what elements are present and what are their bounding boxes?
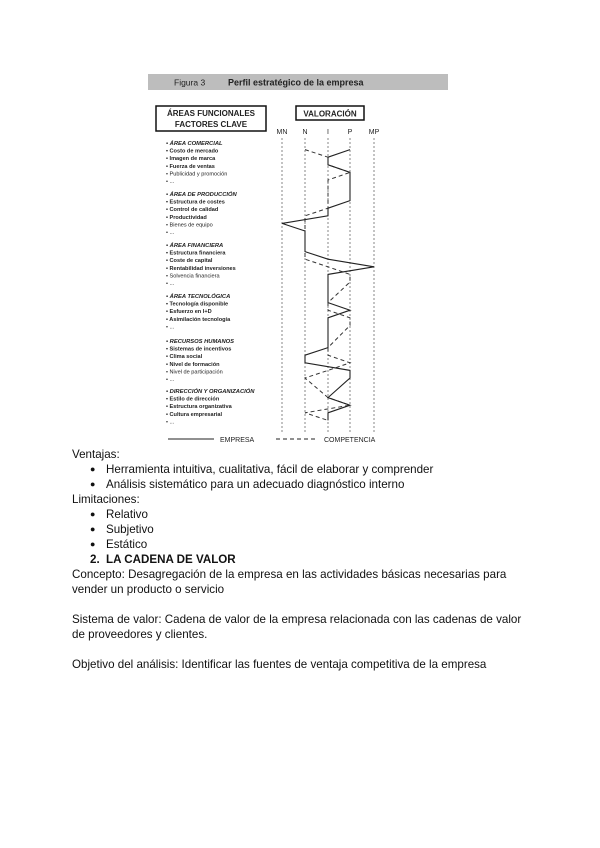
factor-label: • Estructura organizativa xyxy=(166,404,232,411)
scale-label: P xyxy=(347,129,353,136)
factor-label: • Costo de mercado xyxy=(166,148,219,155)
factor-label: • Tecnología disponible xyxy=(166,301,229,308)
document-body xyxy=(72,447,532,672)
factor-label: • Publicidad y promoción xyxy=(166,171,228,178)
section-title: • RECURSOS HUMANOS xyxy=(166,339,235,345)
list-item: ● Herramienta intuitiva, cualitativa, fácil de elaborar y comprender xyxy=(90,462,532,477)
ventajas-label: Ventajas: xyxy=(72,448,120,461)
ventajas-list xyxy=(72,462,532,492)
factor-label: • Estructura financiera xyxy=(166,250,226,257)
factor-label: • Nivel de participación xyxy=(166,369,223,376)
sistema-paragraph: Sistema de valor: Cadena de valor de la empresa relacionada con las cadenas de valor de proveedores y clientes. xyxy=(72,613,522,641)
section-title: • DIRECCIÓN Y ORGANIZACIÓN xyxy=(166,389,255,395)
factor-label: • Bienes de equipo xyxy=(166,222,213,229)
list-item: ● Subjetivo xyxy=(90,522,532,537)
limitaciones-list xyxy=(72,507,532,552)
section-title: LA CADENA DE VALOR xyxy=(106,553,236,566)
list-item: ● Estático xyxy=(90,537,532,552)
concepto-paragraph: Concepto: Desagregación de la empresa en las actividades básicas necesarias para vender un producto o servicio xyxy=(72,568,507,596)
factor-label: • Nivel de formación xyxy=(166,361,220,368)
objetivo-paragraph: Objetivo del análisis: Identificar las fuentes de ventaja competitiva de la empresa xyxy=(72,658,487,671)
factor-label: • ... xyxy=(166,230,175,236)
header-right-label: VALORACIÓN xyxy=(303,109,357,119)
scale-label: N xyxy=(302,129,308,136)
factor-label: • ... xyxy=(166,281,175,287)
factor-label: • Estructura de costes xyxy=(166,199,225,206)
factor-label: • Imagen de marca xyxy=(166,156,216,163)
section-number: 2. xyxy=(90,553,100,566)
section-title: • ÁREA FINANCIERA xyxy=(166,243,224,249)
factor-label: • Cultura empresarial xyxy=(166,411,223,418)
strategic-profile-chart xyxy=(148,70,450,448)
factor-label: • Asimilación tecnología xyxy=(166,316,231,323)
factor-label: • Control de calidad xyxy=(166,207,219,214)
caption-title: Perfil estratégico de la empresa xyxy=(228,77,364,88)
limitaciones-label: Limitaciones: xyxy=(72,493,140,506)
section-title: • ÁREA DE PRODUCCIÓN xyxy=(166,192,237,198)
section-title: • ÁREA COMERCIAL xyxy=(166,141,223,147)
legend-competencia-label: COMPETENCIA xyxy=(324,437,376,444)
header-left-line1: ÁREAS FUNCIONALES xyxy=(166,109,256,118)
factor-label: • Rentabilidad inversiones xyxy=(166,265,236,272)
section-title: • ÁREA TECNOLÓGICA xyxy=(166,294,231,300)
strategic-profile-figure xyxy=(148,70,450,448)
factor-label: • Esfuerzo en I+D xyxy=(166,309,212,316)
factor-label: • Estilo de dirección xyxy=(166,396,220,403)
scale-label: I xyxy=(327,129,329,136)
list-item: ● Análisis sistemático para un adecuado diagnóstico interno xyxy=(90,477,532,492)
factor-label: • Sistemas de incentivos xyxy=(166,346,232,353)
legend-empresa-label: EMPRESA xyxy=(220,437,255,444)
factor-label: • ... xyxy=(166,179,175,185)
factor-label: • Solvencia financiera xyxy=(166,273,220,280)
scale-label: MP xyxy=(368,129,380,136)
factor-label: • Fuerza de ventas xyxy=(166,163,215,170)
factor-label: • Coste de capital xyxy=(166,258,213,265)
factor-label: • ... xyxy=(166,324,175,331)
header-left-line2: FACTORES CLAVE xyxy=(174,120,248,129)
scale-label: MN xyxy=(276,129,288,136)
factor-label: • Productividad xyxy=(166,214,207,221)
section-heading xyxy=(72,552,532,567)
factor-label: • ... xyxy=(166,377,175,383)
factor-label: • ... xyxy=(166,419,175,426)
list-item: ● Relativo xyxy=(90,507,532,522)
factor-label: • Clima social xyxy=(166,354,203,361)
caption-label: Figura 3 xyxy=(174,77,206,88)
